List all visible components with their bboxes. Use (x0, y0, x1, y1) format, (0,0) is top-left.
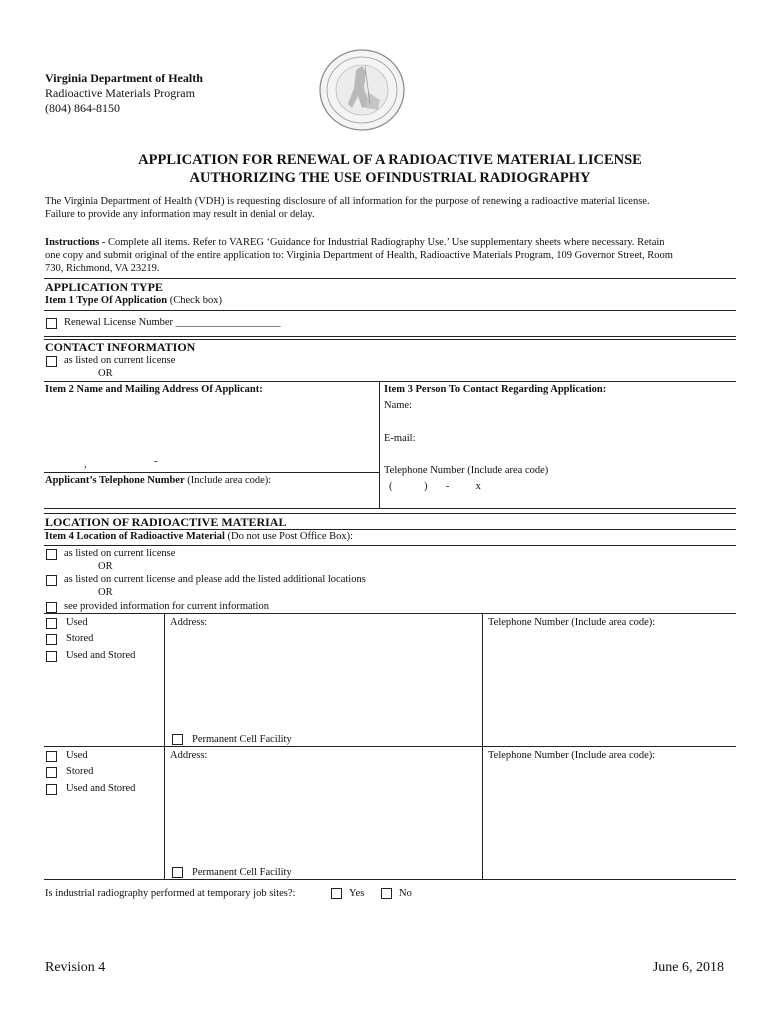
item4-hint: (Do not use Post Office Box): (227, 531, 354, 542)
divider (44, 472, 379, 473)
revision-date: June 6, 2018 (652, 960, 724, 975)
temp-yes-label: Yes (349, 888, 365, 899)
instructions-label: Instructions (45, 237, 100, 248)
item2-label: Item 2 Name and Mailing Address Of Applicant: (45, 384, 263, 395)
item4-label: Item 4 Location of Radioactive Material (45, 531, 225, 542)
divider (44, 310, 736, 311)
block2-stored-label: Stored (66, 766, 94, 777)
block2-cell-label: Permanent Cell Facility (192, 867, 292, 878)
divider (44, 508, 736, 509)
contact-heading: CONTACT INFORMATION (45, 340, 196, 354)
contact-as-listed-label: as listed on current license (64, 355, 176, 366)
renewal-license-label: Renewal License Number ____________________ (64, 317, 281, 328)
location-as-listed-checkbox[interactable] (46, 549, 57, 560)
block1-stored-checkbox[interactable] (46, 634, 57, 645)
location-provided-checkbox[interactable] (46, 602, 57, 613)
disclosure-text (45, 195, 735, 221)
block1-cell-label: Permanent Cell Facility (192, 734, 292, 745)
block1-cell-checkbox[interactable] (172, 734, 183, 745)
item1-label-row (45, 295, 222, 306)
program-name: Radioactive Materials Program (45, 86, 195, 100)
contact-name-label: Name: (384, 400, 412, 411)
form-title-line1: APPLICATION FOR RENEWAL OF A RADIOACTIVE MATERIAL LICENSE (138, 152, 642, 168)
location-heading: LOCATION OF RADIOACTIVE MATERIAL (45, 515, 287, 529)
block2-used-checkbox[interactable] (46, 751, 57, 762)
revision-label: Revision 4 (45, 960, 106, 975)
block1-used-stored-label: Used and Stored (66, 650, 136, 661)
address-comma: , (84, 459, 87, 470)
disclosure-line1: The Virginia Department of Health (VDH) is requesting disclosure of all information for the purpose of renewing a radioactive material license. (45, 196, 650, 207)
block1-phone-label: Telephone Number (Include area code): (488, 617, 656, 628)
instructions-text (45, 236, 735, 275)
divider (44, 278, 736, 279)
divider (44, 746, 736, 747)
program-phone: (804) 864-8150 (45, 101, 120, 115)
applicant-phone-hint: (Include area code): (187, 475, 272, 486)
instructions-line2: one copy and submit original of the entire application to: Virginia Department of Health, Radioactive Materials Program, 109 Governor Street, Room (45, 250, 673, 261)
block1-used-checkbox[interactable] (46, 618, 57, 629)
contact-as-listed-checkbox[interactable] (46, 356, 57, 367)
block2-cell-checkbox[interactable] (172, 867, 183, 878)
item1-hint: (Check box) (169, 295, 222, 306)
location-as-listed-label: as listed on current license (64, 548, 176, 559)
block2-used-stored-label: Used and Stored (66, 783, 136, 794)
divider (44, 545, 736, 546)
contact-phone-label: Telephone Number (Include area code) (384, 465, 549, 476)
item3-label: Item 3 Person To Contact Regarding Application: (384, 384, 607, 395)
divider (44, 336, 736, 337)
column-divider (164, 613, 165, 747)
form-title-line2: AUTHORIZING THE USE OFINDUSTRIAL RADIOGRAPHY (189, 170, 591, 186)
virginia-seal-icon (318, 48, 406, 132)
block2-address-label: Address: (170, 750, 208, 761)
column-divider (164, 746, 165, 880)
block2-stored-checkbox[interactable] (46, 767, 57, 778)
temp-job-question: Is industrial radiography performed at temporary job sites?: (45, 888, 296, 899)
block2-used-label: Used (66, 750, 88, 761)
renewal-checkbox[interactable] (46, 318, 57, 329)
item4-row (45, 531, 353, 542)
org-name: Virginia Department of Health (45, 71, 203, 85)
applicant-phone-row (45, 475, 271, 486)
contact-or-label: OR (98, 368, 113, 379)
location-or-label: OR (98, 587, 113, 598)
divider (44, 529, 736, 530)
contact-email-label: E-mail: (384, 433, 416, 444)
application-type-heading: APPLICATION TYPE (45, 280, 163, 294)
location-or-label: OR (98, 561, 113, 572)
applicant-phone-label: Applicant’s Telephone Number (45, 475, 185, 486)
contact-phone-format: ( ) - x (389, 481, 481, 492)
column-divider (482, 613, 483, 747)
location-provided-label: see provided information for current information (64, 601, 269, 612)
block1-used-stored-checkbox[interactable] (46, 651, 57, 662)
location-add-checkbox[interactable] (46, 575, 57, 586)
location-add-label: as listed on current license and please add the listed additional locations (64, 574, 366, 585)
block1-used-label: Used (66, 617, 88, 628)
divider (44, 513, 736, 514)
divider (44, 613, 736, 614)
disclosure-line2: Failure to provide any information may result in denial or delay. (45, 209, 315, 220)
instructions-line1: - Complete all items. Refer to VAREG ‘Guidance for Industrial Radiography Use.’ Use supplementary sheets where necessary. Retain (99, 237, 665, 248)
block2-phone-label: Telephone Number (Include area code): (488, 750, 656, 761)
column-divider (379, 381, 380, 508)
header-block (45, 71, 203, 116)
column-divider (482, 746, 483, 880)
divider (44, 381, 736, 382)
temp-no-label: No (399, 888, 412, 899)
instructions-line3: 730, Richmond, VA 23219. (45, 263, 160, 274)
item1-label: Item 1 Type Of Application (45, 295, 168, 306)
temp-yes-checkbox[interactable] (331, 888, 342, 899)
block1-address-label: Address: (170, 617, 208, 628)
block2-used-stored-checkbox[interactable] (46, 784, 57, 795)
divider (44, 879, 736, 880)
block1-stored-label: Stored (66, 633, 94, 644)
temp-no-checkbox[interactable] (381, 888, 392, 899)
address-dash: - (154, 456, 158, 467)
